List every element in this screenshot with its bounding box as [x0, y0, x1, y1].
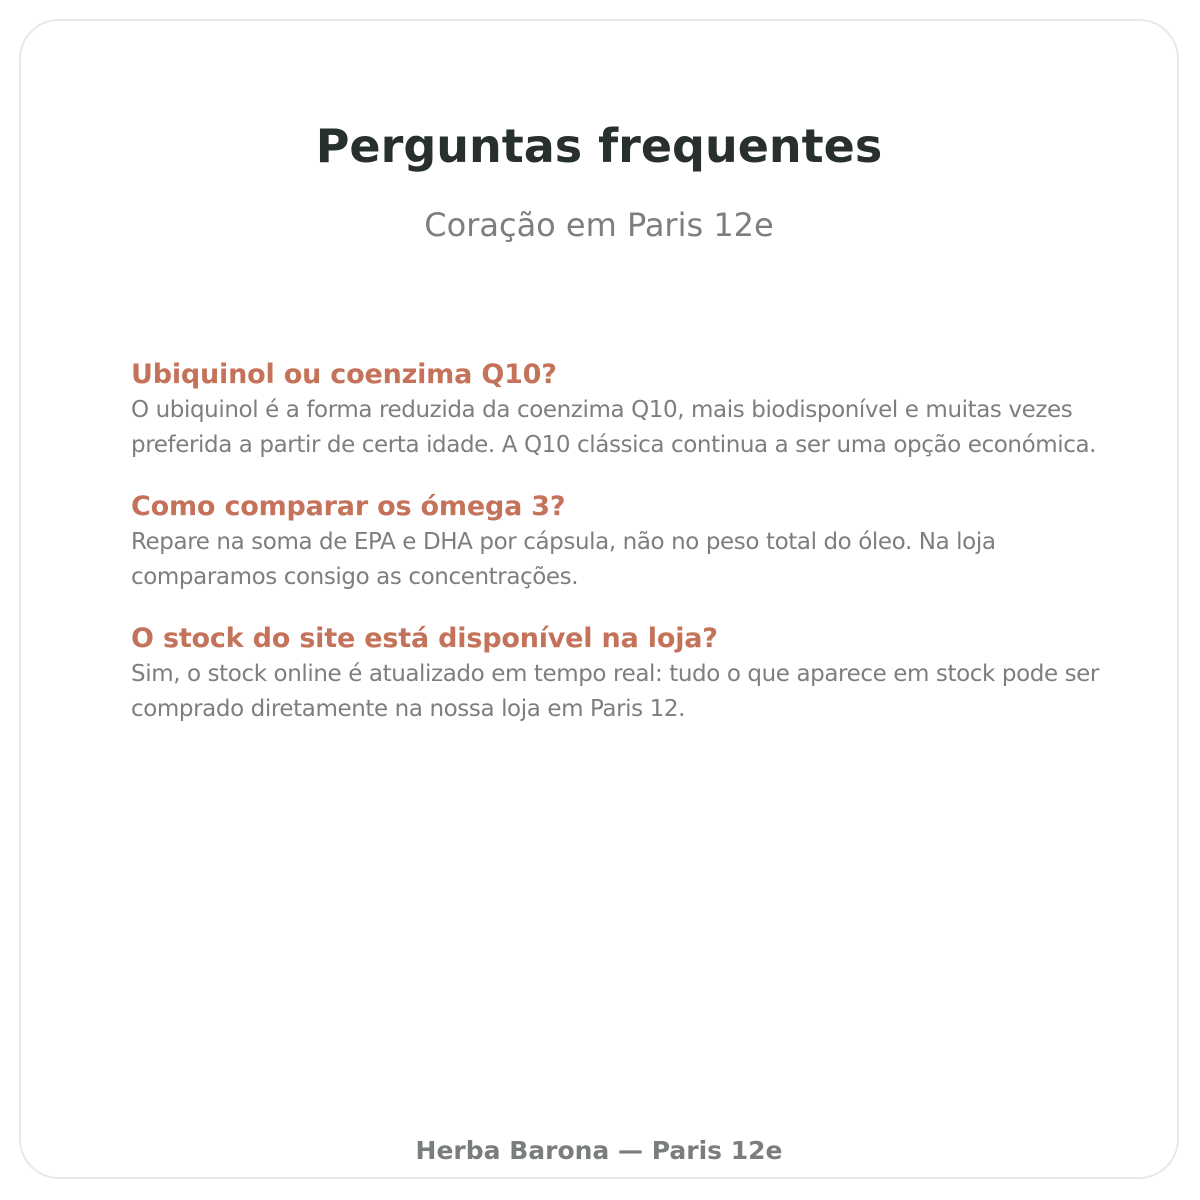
- faq-item-stock: [131, 621, 1121, 727]
- faq-item-ubiquinol: [131, 357, 1121, 463]
- faq-question: Como comparar os ómega 3?: [131, 491, 566, 522]
- footer-brand: Herba Barona — Paris 12e: [415, 1136, 783, 1165]
- faq-question: Ubiquinol ou coenzima Q10?: [131, 359, 557, 390]
- faq-answer: O ubiquinol é a forma reduzida da coenzima Q10, mais biodisponível e muitas vezes preferida a partir de certa idade. A Q10 clássica continua a ser uma opção económica.: [131, 397, 1097, 458]
- page-subtitle: Coração em Paris 12e: [424, 206, 774, 244]
- faq-item-omega3: [131, 489, 1121, 595]
- faq-card: [19, 19, 1179, 1179]
- faq-question: O stock do site está disponível na loja?: [131, 623, 718, 654]
- faq-list: [131, 357, 1121, 753]
- faq-answer: Sim, o stock online é atualizado em tempo real: tudo o que aparece em stock pode ser comprado diretamente na nossa loja em Paris 12.: [131, 661, 1099, 722]
- faq-answer: Repare na soma de EPA e DHA por cápsula, não no peso total do óleo. Na loja comparamos consigo as concentrações.: [131, 529, 996, 590]
- page-title: Perguntas frequentes: [315, 119, 883, 173]
